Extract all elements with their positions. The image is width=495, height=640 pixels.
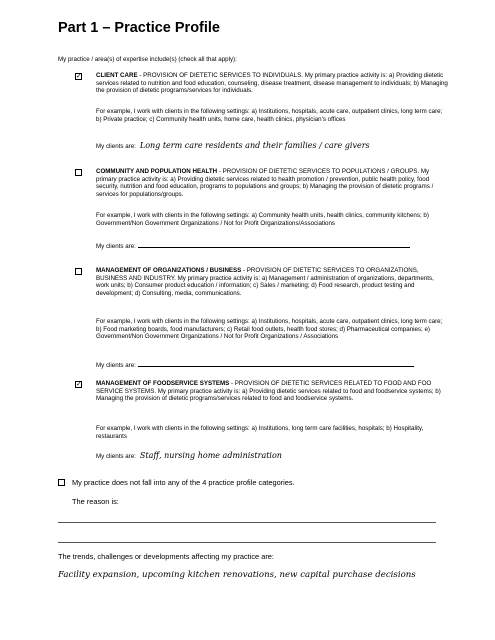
community-health-heading: COMMUNITY AND POPULATION HEALTH	[96, 168, 218, 175]
trends-value[interactable]: Facility expansion, upcoming kitchen renovations, new capital purchase decisions	[58, 570, 416, 580]
client-care-example: For example, I work with clients in the following settings: a) Institutions, hospitals, acute care, outpatient clinics, long term care; b) Private practice; c) Community health units, home care, health clinics, physician’s offices	[96, 108, 443, 123]
community-health-lead: - PROVISION OF DIETETIC SERVICES TO POPULATIONS / GROUPS. My primary practice activity is: a) Providing dietetic services related to health promotion / prevention, public health policy, food security, nutrition and food education, programs to populations and groups; b) Managing the provision of dietetic programs / services for populations/groups.	[96, 168, 434, 198]
community-health-clients	[96, 242, 410, 250]
client-care-description	[96, 72, 448, 95]
client-care-checkbox[interactable]	[75, 73, 82, 80]
foodservice-systems-lead: - PROVISION OF DIETETIC SERVICES RELATED TO FOOD AND FOO SERVICE SYSTEMS. My primary practice activity is: a) Providing dietetic services related to food and foodservice systems; b) Managing the provision of dietetic programs/services related to food and foodservice systems.	[96, 380, 441, 403]
foodservice-systems-checkbox[interactable]	[75, 381, 82, 388]
checkmark-icon: ✓	[76, 73, 82, 80]
clients-label: My clients are:	[96, 143, 136, 150]
section-client-care	[58, 72, 448, 162]
client-care-clients	[96, 141, 370, 150]
client-care-heading: CLIENT CARE	[96, 72, 138, 79]
section-management-organizations	[58, 267, 448, 367]
foodservice-systems-clients	[96, 451, 282, 460]
foodservice-systems-example: For example, I work with clients in the following settings: a) Institutions, long term care facilities, hospitals; b) Hospitality, restaurants	[96, 425, 424, 440]
foodservice-systems-description	[96, 380, 441, 403]
client-care-lead: - PROVISION OF DIETETIC SERVICES TO INDIVIDUALS. My primary practice activity is: a) Providing dietetic services related to nutrition and food education, counseling, disease treatment, disease management to individuals; b) Managing the provision of dietetic programs/services for individuals.	[96, 72, 448, 95]
community-health-checkbox[interactable]	[75, 169, 82, 176]
management-organizations-lead: - PROVISION OF DIETETIC SERVICES TO ORGANIZATIONS, BUSINESS AND INDUSTRY. My primary practice activity is: a) Management / administration of organizations, departments, work units; b) Consumer product education / information; c) Sales / marketing; d) Food research, product testing and development; d) Consulting, media, communications.	[96, 267, 434, 297]
reason-line-1[interactable]	[58, 522, 436, 523]
foodservice-systems-clients-value[interactable]: Staff, nursing home administration	[139, 451, 282, 460]
other-practice-checkbox[interactable]	[58, 479, 65, 486]
intro-text: My practice / area(s) of expertise include(s) (check all that apply):	[58, 56, 237, 63]
foodservice-systems-heading: MANAGEMENT OF FOODSERVICE SYSTEMS	[96, 380, 230, 387]
reason-label: The reason is:	[72, 497, 119, 506]
section-community-health	[58, 168, 448, 258]
clients-label: My clients are:	[96, 453, 136, 460]
community-health-description	[96, 168, 448, 198]
other-practice-label: My practice does not fall into any of the 4 practice profile categories.	[72, 478, 295, 487]
clients-label: My clients are:	[96, 362, 136, 369]
page-title: Part 1 – Practice Profile	[58, 20, 220, 36]
management-organizations-clients	[96, 361, 414, 369]
checkmark-icon: ✓	[76, 381, 82, 388]
management-organizations-heading: MANAGEMENT OF ORGANIZATIONS / BUSINESS	[96, 267, 242, 274]
management-organizations-example: For example, I work with clients in the following settings: a) Institutions, hospitals, acute care, outpatient clinics, long term care; b) Food marketing boards, food manufacturers; c) Retail food outlets, health food stores; d) Pharmaceutical companies; e) Government/Non Government Organizations / Not for Profit Organizations / Associations	[96, 318, 443, 341]
management-organizations-clients-field[interactable]	[138, 361, 414, 367]
clients-label: My clients are:	[96, 243, 136, 250]
community-health-clients-field[interactable]	[138, 242, 410, 248]
section-foodservice-systems	[58, 380, 448, 465]
management-organizations-description	[96, 267, 448, 297]
reason-line-2[interactable]	[58, 542, 436, 543]
management-organizations-checkbox[interactable]	[75, 268, 82, 275]
trends-label: The trends, challenges or developments affecting my practice are:	[58, 552, 274, 561]
client-care-clients-value[interactable]: Long term care residents and their families / care givers	[139, 141, 370, 150]
community-health-example: For example, I work with clients in the following settings: a) Community health units, health clinics, community kitchens; b) Government/Non Government Organizations / Not for Profit Organizations/Associations	[96, 212, 429, 227]
